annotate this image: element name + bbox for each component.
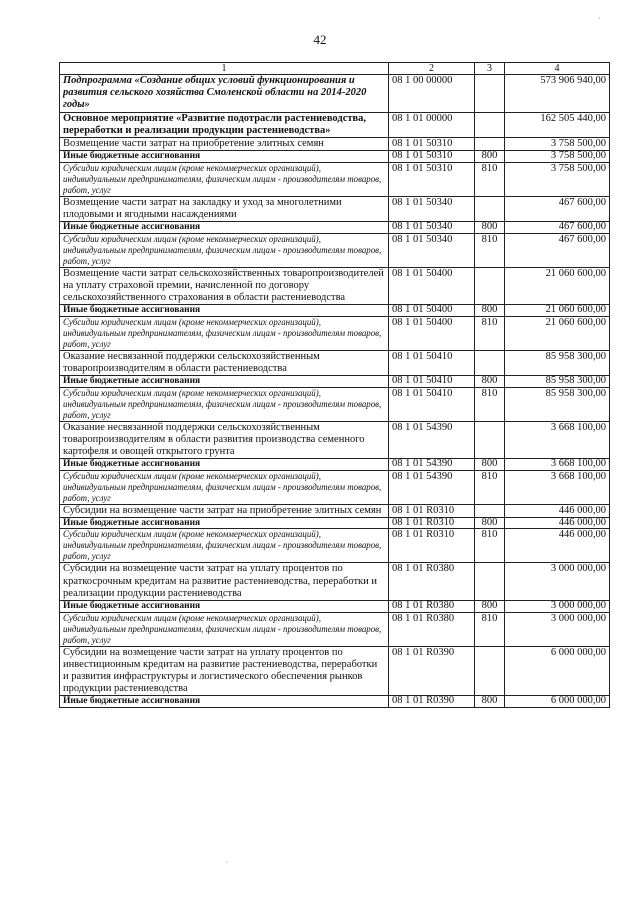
target-code: 08 1 01 R0380 — [389, 563, 475, 601]
amount: 3 668 100,00 — [505, 470, 610, 504]
target-code: 08 1 01 R0390 — [389, 646, 475, 696]
expense-item-row — [60, 563, 610, 601]
subsidy-row — [60, 233, 610, 267]
expense-type: 810 — [475, 162, 505, 196]
subsidy-row — [60, 162, 610, 196]
item-name: Субсидии юридическим лицам (кроме некоммерческих организаций), индивидуальным предпринимателям, физическим лицам - производителям товаров, работ, услуг — [60, 316, 389, 350]
amount: 21 060 600,00 — [505, 305, 610, 317]
amount: 3 758 500,00 — [505, 151, 610, 163]
expense-type — [475, 75, 505, 113]
expense-type: 800 — [475, 222, 505, 234]
budget-allocation-row — [60, 459, 610, 471]
item-name: Иные бюджетные ассигнования — [60, 696, 389, 708]
expense-item-row — [60, 267, 610, 305]
item-name: Субсидии юридическим лицам (кроме некоммерческих организаций), индивидуальным предпринимателям, физическим лицам - производителям товаров, работ, услуг — [60, 470, 389, 504]
item-name: Иные бюджетные ассигнования — [60, 459, 389, 471]
amount: 3 668 100,00 — [505, 459, 610, 471]
amount: 467 600,00 — [505, 196, 610, 221]
expense-type: 800 — [475, 517, 505, 529]
expense-type: 810 — [475, 470, 505, 504]
target-code: 08 1 01 50340 — [389, 196, 475, 221]
item-name: Субсидии на возмещение части затрат на уплату процентов по краткосрочным кредитам на развитие растениеводства, переработки и реализации продукции растениеводства — [60, 563, 389, 601]
item-name: Субсидии на возмещение части затрат на приобретение элитных семян — [60, 504, 389, 517]
budget-allocation-row — [60, 222, 610, 234]
amount: 21 060 600,00 — [505, 267, 610, 305]
item-name: Субсидии юридическим лицам (кроме некоммерческих организаций), индивидуальным предпринимателям, физическим лицам - производителям товаров, работ, услуг — [60, 162, 389, 196]
target-code: 08 1 01 50310 — [389, 162, 475, 196]
target-code: 08 1 01 R0380 — [389, 601, 475, 613]
amount: 3 758 500,00 — [505, 138, 610, 151]
target-code: 08 1 01 50400 — [389, 267, 475, 305]
target-code: 08 1 01 50410 — [389, 376, 475, 388]
subsidy-row — [60, 470, 610, 504]
column-number: 2 — [389, 63, 475, 75]
subsidy-row — [60, 612, 610, 646]
subsidy-row — [60, 529, 610, 563]
amount: 3 758 500,00 — [505, 162, 610, 196]
column-number: 1 — [60, 63, 389, 75]
expense-type: 810 — [475, 612, 505, 646]
amount: 3 000 000,00 — [505, 601, 610, 613]
expense-type: 810 — [475, 233, 505, 267]
target-code: 08 1 01 00000 — [389, 112, 475, 137]
item-name: Иные бюджетные ассигнования — [60, 151, 389, 163]
item-name: Субсидии юридическим лицам (кроме некоммерческих организаций), индивидуальным предпринимателям, физическим лицам - производителям товаров, работ, услуг — [60, 612, 389, 646]
target-code: 08 1 01 50410 — [389, 387, 475, 421]
expense-type — [475, 421, 505, 459]
target-code: 08 1 01 R0310 — [389, 504, 475, 517]
item-name: Субсидии юридическим лицам (кроме некоммерческих организаций), индивидуальным предпринимателям, физическим лицам - производителям товаров, работ, услуг — [60, 387, 389, 421]
expense-type: 800 — [475, 601, 505, 613]
scan-speck: · — [598, 14, 601, 23]
amount: 85 958 300,00 — [505, 376, 610, 388]
expense-type — [475, 350, 505, 375]
amount: 446 000,00 — [505, 529, 610, 563]
target-code: 08 1 01 50400 — [389, 305, 475, 317]
target-code: 08 1 01 R0310 — [389, 517, 475, 529]
item-name: Оказание несвязанной поддержки сельскохозяйственным товаропроизводителям в области развития производства семенного картофеля и овощей открытого грунта — [60, 421, 389, 459]
item-name: Иные бюджетные ассигнования — [60, 601, 389, 613]
budget-allocation-row — [60, 151, 610, 163]
expense-type: 800 — [475, 376, 505, 388]
item-name: Основное мероприятие «Развитие подотрасли растениеводства, переработки и реализации продукции растениеводства» — [60, 112, 389, 137]
column-number: 4 — [505, 63, 610, 75]
amount: 467 600,00 — [505, 222, 610, 234]
target-code: 08 1 01 54390 — [389, 459, 475, 471]
budget-allocation-row — [60, 696, 610, 708]
subsidy-row — [60, 316, 610, 350]
target-code: 08 1 01 50310 — [389, 138, 475, 151]
amount: 3 000 000,00 — [505, 563, 610, 601]
target-code: 08 1 01 50340 — [389, 222, 475, 234]
expense-type — [475, 112, 505, 137]
amount: 3 668 100,00 — [505, 421, 610, 459]
target-code: 08 1 01 54390 — [389, 470, 475, 504]
subprogram-row — [60, 75, 610, 113]
column-number-row — [60, 63, 610, 75]
expense-type — [475, 646, 505, 696]
item-name: Субсидии на возмещение части затрат на уплату процентов по инвестиционным кредитам на развитие растениеводства, переработки и развития инфраструктуры и логистического обеспечения рынков продукции растениеводства — [60, 646, 389, 696]
item-name: Иные бюджетные ассигнования — [60, 305, 389, 317]
budget-allocation-row — [60, 376, 610, 388]
expense-item-row — [60, 421, 610, 459]
expense-type: 810 — [475, 316, 505, 350]
item-name: Иные бюджетные ассигнования — [60, 517, 389, 529]
budget-table — [59, 62, 610, 708]
target-code: 08 1 00 00000 — [389, 75, 475, 113]
expense-type: 810 — [475, 529, 505, 563]
target-code: 08 1 01 54390 — [389, 421, 475, 459]
budget-allocation-row — [60, 601, 610, 613]
target-code: 08 1 01 50340 — [389, 233, 475, 267]
target-code: 08 1 01 R0380 — [389, 612, 475, 646]
amount: 3 000 000,00 — [505, 612, 610, 646]
item-name: Субсидии юридическим лицам (кроме некоммерческих организаций), индивидуальным предпринимателям, физическим лицам - производителям товаров, работ, услуг — [60, 529, 389, 563]
item-name: Оказание несвязанной поддержки сельскохозяйственным товаропроизводителям в области растениеводства — [60, 350, 389, 375]
main-activity-row — [60, 112, 610, 137]
amount: 85 958 300,00 — [505, 387, 610, 421]
item-name: Возмещение части затрат на приобретение элитных семян — [60, 138, 389, 151]
column-number: 3 — [475, 63, 505, 75]
expense-type — [475, 563, 505, 601]
expense-type — [475, 504, 505, 517]
expense-item-row — [60, 504, 610, 517]
target-code: 08 1 01 50410 — [389, 350, 475, 375]
expense-type: 800 — [475, 696, 505, 708]
amount: 467 600,00 — [505, 233, 610, 267]
expense-item-row — [60, 646, 610, 696]
budget-table-body — [60, 63, 610, 708]
scan-speck: · — [225, 858, 228, 867]
expense-item-row — [60, 350, 610, 375]
expense-type — [475, 267, 505, 305]
expense-type: 800 — [475, 151, 505, 163]
amount: 162 505 440,00 — [505, 112, 610, 137]
amount: 21 060 600,00 — [505, 316, 610, 350]
item-name: Возмещение части затрат сельскохозяйственных товаропроизводителей на уплату страховой премии, начисленной по договору сельскохозяйственного страхования в области растениеводства — [60, 267, 389, 305]
budget-allocation-row — [60, 305, 610, 317]
item-name: Подпрограмма «Создание общих условий функционирования и развития сельского хозяйства Смоленской области на 2014-2020 годы» — [60, 75, 389, 113]
target-code: 08 1 01 R0310 — [389, 529, 475, 563]
amount: 446 000,00 — [505, 504, 610, 517]
amount: 85 958 300,00 — [505, 350, 610, 375]
expense-type: 800 — [475, 305, 505, 317]
amount: 573 906 940,00 — [505, 75, 610, 113]
target-code: 08 1 01 R0390 — [389, 696, 475, 708]
item-name: Субсидии юридическим лицам (кроме некоммерческих организаций), индивидуальным предпринимателям, физическим лицам - производителям товаров, работ, услуг — [60, 233, 389, 267]
item-name: Возмещение части затрат на закладку и уход за многолетними плодовыми и ягодными насаждениями — [60, 196, 389, 221]
expense-type — [475, 196, 505, 221]
item-name: Иные бюджетные ассигнования — [60, 376, 389, 388]
target-code: 08 1 01 50310 — [389, 151, 475, 163]
amount: 6 000 000,00 — [505, 696, 610, 708]
target-code: 08 1 01 50400 — [389, 316, 475, 350]
page-number: 42 — [313, 32, 327, 47]
amount: 6 000 000,00 — [505, 646, 610, 696]
item-name: Иные бюджетные ассигнования — [60, 222, 389, 234]
expense-type — [475, 138, 505, 151]
expense-item-row — [60, 138, 610, 151]
amount: 446 000,00 — [505, 517, 610, 529]
subsidy-row — [60, 387, 610, 421]
expense-type: 810 — [475, 387, 505, 421]
expense-item-row — [60, 196, 610, 221]
budget-allocation-row — [60, 517, 610, 529]
expense-type: 800 — [475, 459, 505, 471]
